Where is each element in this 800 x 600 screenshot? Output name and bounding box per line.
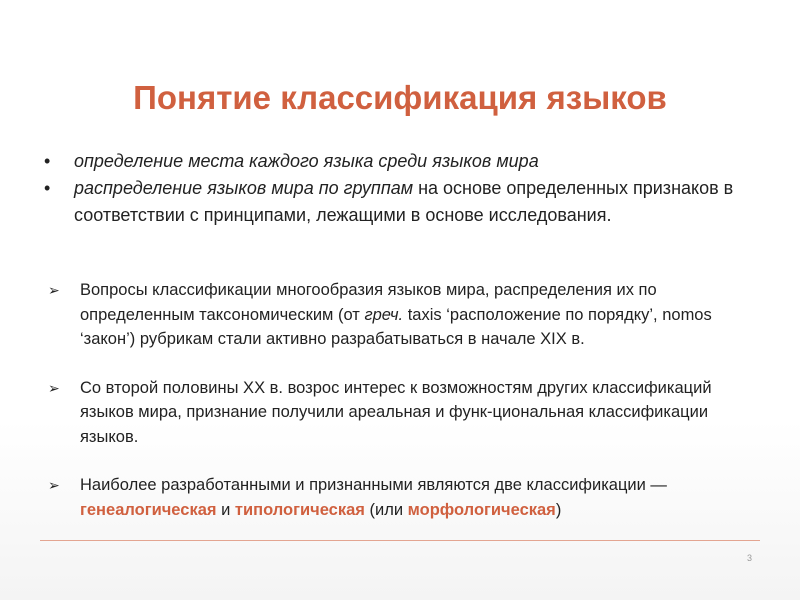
point-text: (или (364, 500, 408, 519)
point-text: Со второй половины XX в. возрос интерес к возможностям других классификаций языков мира, признание получили ареальная и функ-циональная классификации языков. (80, 378, 712, 446)
bullet-dot-icon: • (44, 151, 51, 171)
arrow-point-item (40, 473, 760, 522)
bullet-italic-text: распределение языков мира по группам (74, 178, 414, 198)
bullet-list (40, 148, 760, 229)
arrow-point-list (40, 278, 760, 522)
bullet-italic-text: определение места каждого языка среди языков мира (74, 151, 539, 171)
slide-title: Понятие классификация языков (133, 79, 667, 116)
page-number: 3 (746, 553, 752, 563)
arrow-point-item (40, 376, 760, 450)
point-text: Вопросы классификации многообразия языков мира, распределения их по определенным таксономическим (от (80, 281, 657, 324)
point-text: и (216, 500, 235, 519)
arrow-point-item (40, 278, 760, 352)
bullet-text: на основе определенных признаков в соответствии с принципами, лежащими в основе исследования. (74, 178, 734, 225)
highlight-term-morphological: морфологическая (407, 500, 556, 519)
point-text: Наиболее разработанными и признанными являются две классификации — (80, 476, 667, 494)
highlight-term-typological: типологическая (234, 500, 365, 519)
highlight-term-genealogical: генеалогическая (80, 500, 217, 519)
arrowhead-bullet-icon: ➢ (48, 282, 60, 298)
arrowhead-bullet-icon: ➢ (48, 477, 60, 493)
point-text: taxis ‘расположение по порядку’, nomos ‘закон’) рубрикам стали активно разрабатываться в начале XIX в. (80, 305, 712, 348)
bullet-item (40, 148, 760, 175)
arrowhead-bullet-icon: ➢ (48, 379, 60, 396)
footer-divider (40, 540, 760, 541)
point-text: ) (555, 500, 562, 519)
point-italic-text: греч. (364, 305, 404, 324)
bullet-item (40, 175, 760, 229)
bullet-dot-icon: • (44, 178, 51, 198)
